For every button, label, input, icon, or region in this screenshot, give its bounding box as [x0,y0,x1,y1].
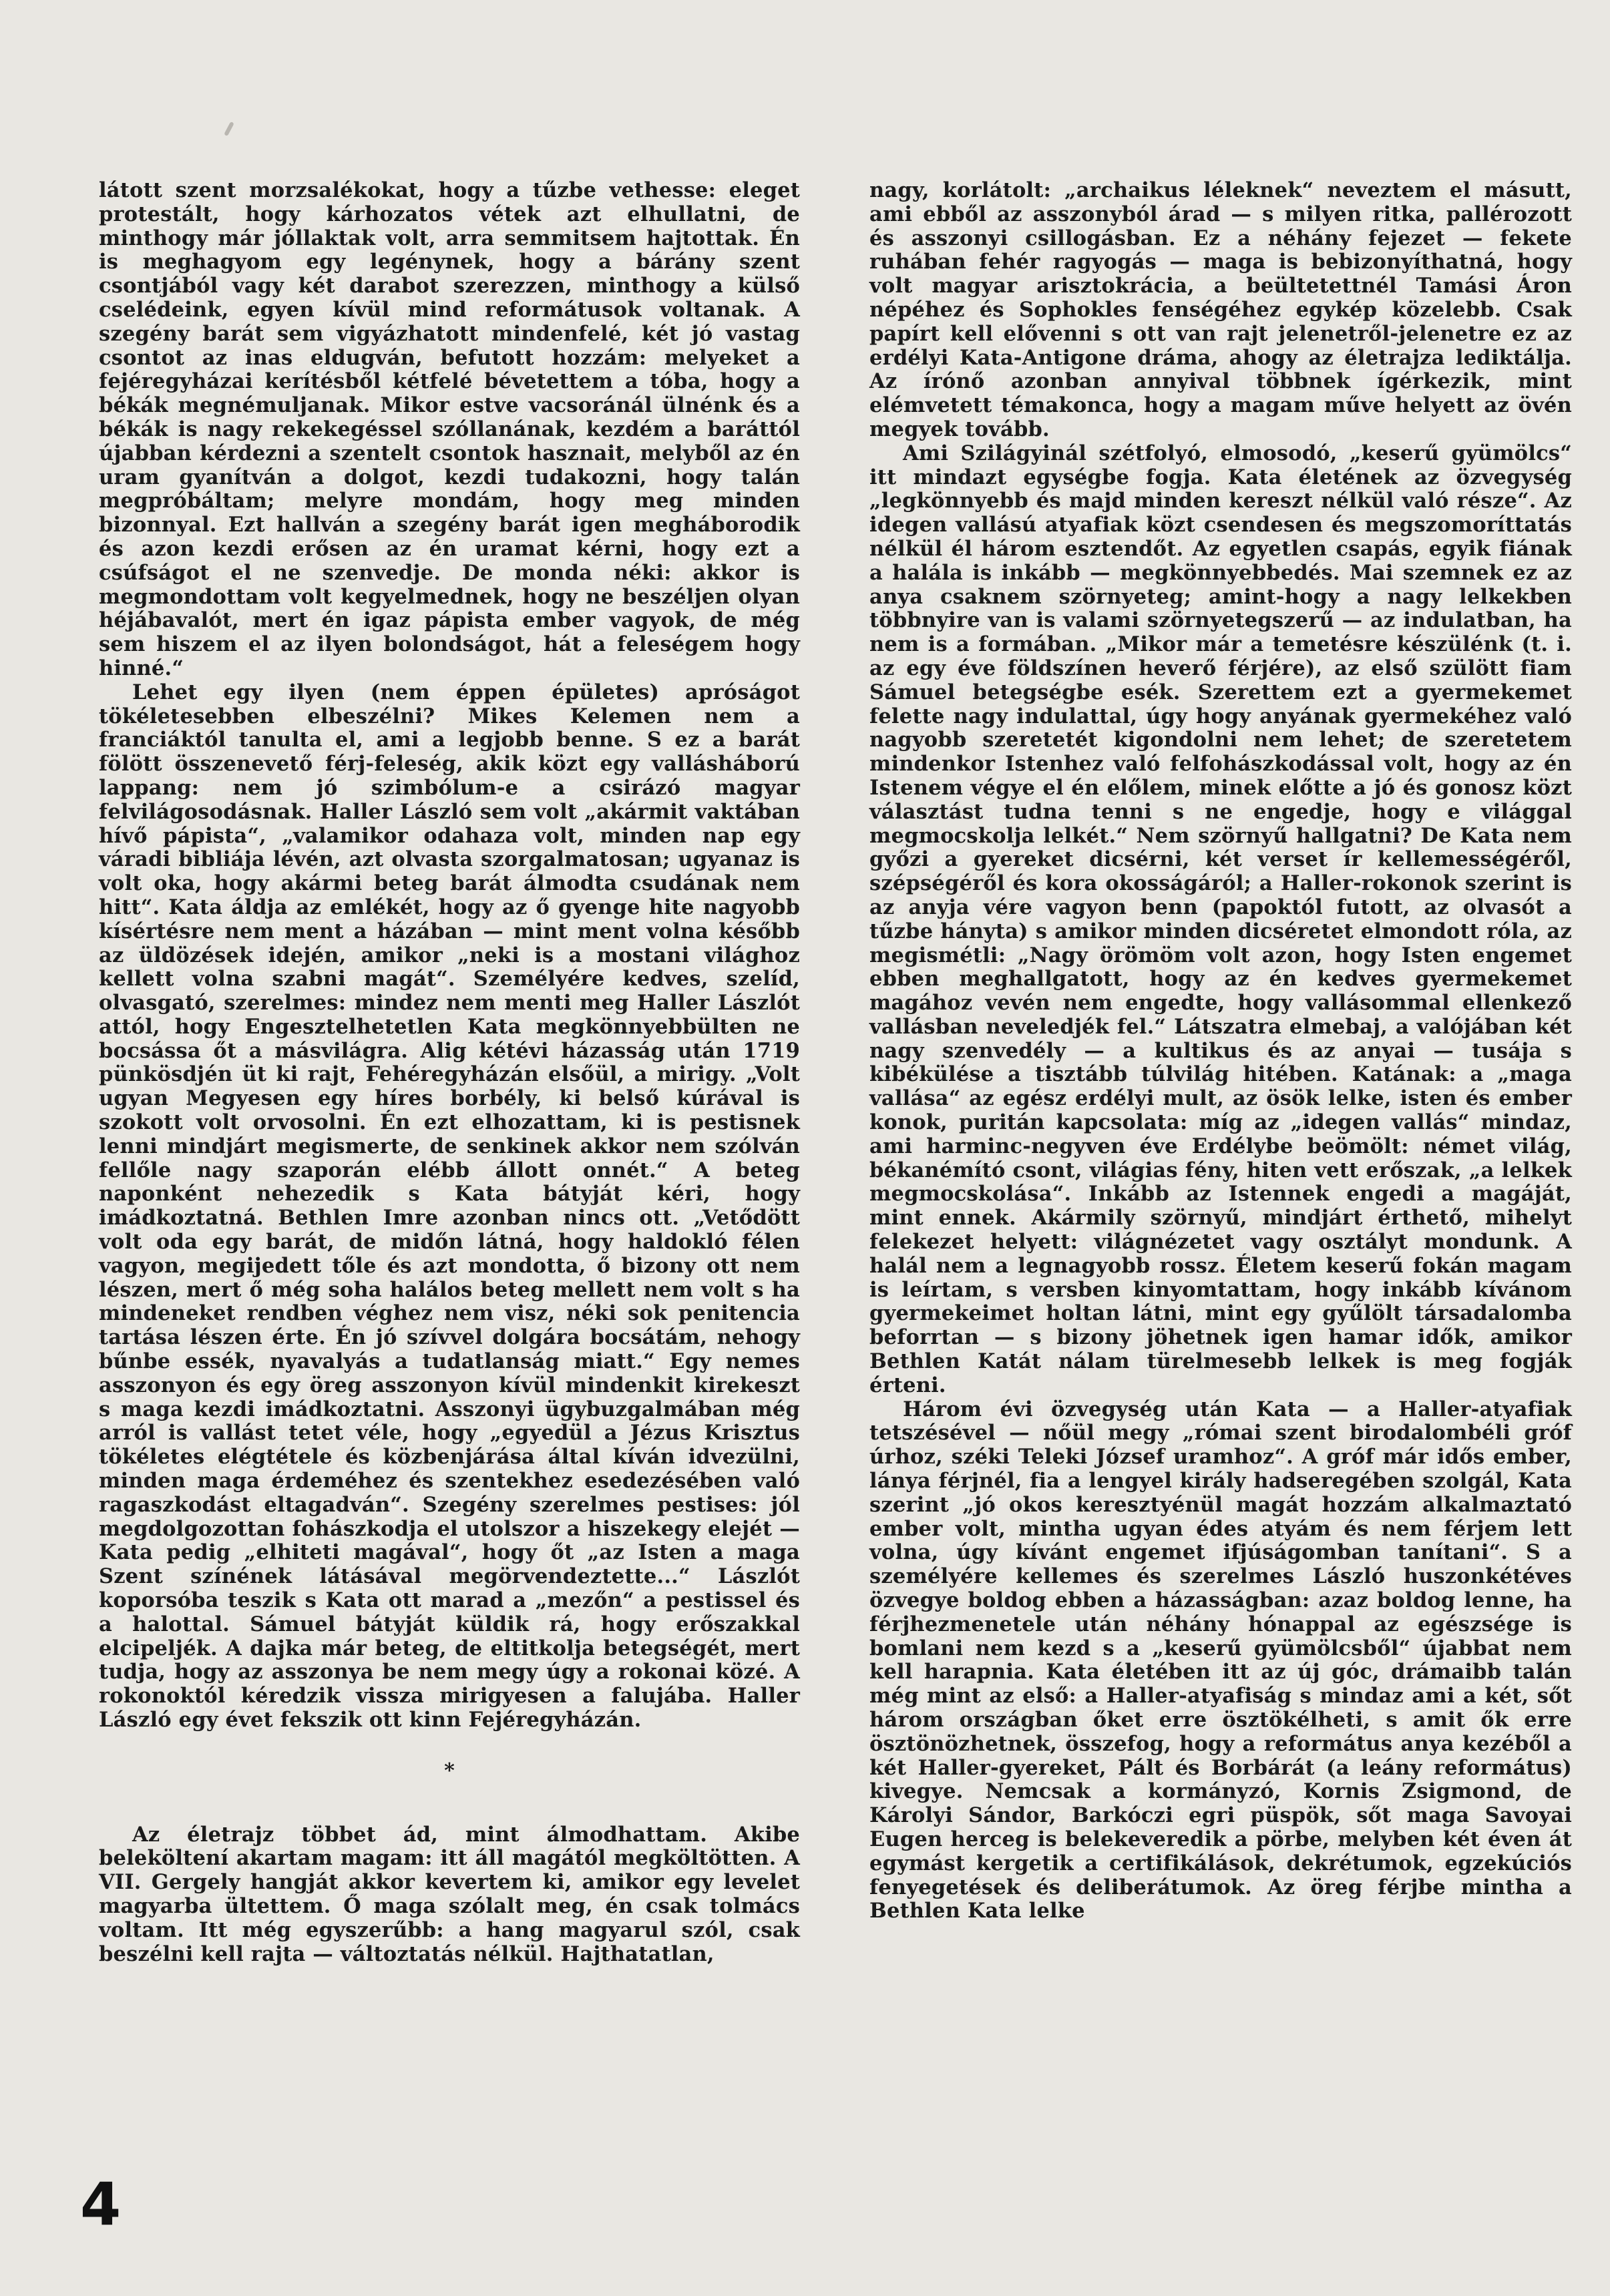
right-paragraph-3: Három évi özvegység után Kata — a Haller-atyafiak tetszésével — nőül megy „római szent birodalombéli gróf úrhoz, széki Teleki József uramhoz“. A gróf már idős ember, lánya férjnél, fia a lengyel király hadseregében szolgál, Kata szerint „jó okos keresztyénül magát hozzám alkalmaztató ember volt, mintha ugyan édes atyám és nem férjem lett volna, úgy kívánt engemet ifjúságomban tanítani“. S a személyére kellemes és szerelmes László huszonkétéves özvegye boldog ebben a házasságban: azaz boldog lenne, ha férjhezmenetele után néhány hónappal az egészsége is bomlani nem kezd s a „keserű gyümölcsből“ újabbat nem kell harapnia. Kata életében itt az új góc, drámaibb talán még mint az első: a Haller-atyafiság s mindaz ami a két, sőt három országban őket erre ösztökélheti, s amit ők erre ösztönözhetnek, összefog, hogy a református anya kezéből a két Haller-gyereket, Pált és Borbárát (a leány református) kivegye. Nemcsak a kormányzó, Kornis Zsigmond, de Károlyi Sándor, Barkóczi egri püspök, sőt maga Savoyai Eugen herceg is belekeveredik a pörbe, melyben két éven át egymást kergetik a certifikálások, dekrétumok, egzekúciós fenyegetések és deliberátumok. Az öreg férjbe mintha a Bethlen Kata lelke [869,1397,1572,1923]
right-paragraph-2: Ami Szilágyinál szétfolyó, elmosodó, „keserű gyümölcs“ itt mindazt egységbe fogja. Kata életének az özvegység „legkönnyebb és majd minden kereszt nélkül való része“. Az idegen vallású atyafiak közt csendesen és megszomoríttatás nélkül él három esztendőt. Az egyetlen csapás, egyik fiának a halála is inkább — megkönnyebbedés. Mai szemnek ez az anya csaknem szörnyeteg; amint-hogy a nagy lelkekben többnyire van is valami szörnyetegszerű — az indulatban, ha nem is a formában. „Mikor már a temetésre készülénk (t. i. az egy éve földszínen heverő férjére), az első szülött fiam Sámuel betegségbe esék. Szerettem ezt a gyermekemet felette nagy indulattal, úgy hogy anyának gyermekéhez való nagyobb szeretetét kigondolni nem lehet; de szeretetem mindenkor Istenhez való felfohászkodással volt, hogy az én Istenem végye el én előlem, minek előtte a jó és gonosz közt választást tudna tenni s ne engedje, hogy e világgal megmocskolja lelkét.“ Nem szörnyű hallgatni? De Kata nem győzi a gyereket dicsérni, két verset ír kellemességéről, szépségéről és kora okosságáról; a Haller-rokonok szerint is az anyja vére vagyon benn (papoktól futott, az olvasót a tűzbe hányta) s amikor minden dicséretet elmondott róla, az megismétli: „Nagy örömöm volt azon, hogy Isten engemet ebben meghallgatott, hogy az én kedves gyermekemet magához vevén nem engedte, hogy vallásommal ellenkező vallásban neveledjék fel.“ Látszatra elmebaj, a valójában két nagy szenvedély — a kultikus és az anyai — tusája s kibékülése a tisztább túlvilág hitében. Katának: a „maga vallása“ az egész erdélyi mult, az ösök lelke, isten és ember konok, puritán kapcsolata: míg az „idegen vallás“ mindaz, ami harminc-negyven éve Erdélybe beömölt: német világ, békanémító csont, világias fény, hiten vett erőszak, „a lelkek megmocskolása“. Inkább az Istennek engedi a magáját, mint ennek. Akármily szörnyű, mindjárt érthető, mihelyt felekezet helyett: világnézetet vagy osztályt mondunk. A halál nem a legnagyobb rossz. Életem keserű fokán magam is leírtam, s versben kinyomtattam, hogy inkább kívánom gyermekeimet holtan látni, mint egy gyűlölt társadalomba beforrtan — s bizony jöhetnek igen hamar idők, amikor Bethlen Katát nálam türelmesebb lelkek is meg fogják érteni. [869,441,1572,1397]
left-column [99,179,800,1966]
paper-speck [224,122,234,136]
section-separator: * [444,1759,455,1783]
right-paragraph-1: nagy, korlátolt: „archaikus léleknek“ neveztem el másutt, ami ebből az asszonyból árad — s milyen ritka, pallérozott és asszonyi csillogásban. Ez a néhány fejezet — fekete ruhában fehér ragyogás — maga is bebizonyíthatná, hogy volt magyar arisztokrácia, a beültetettnél Tamási Áron népéhez és Sophokles fenségéhez egykép közelebb. Csak papírt kell elővenni s ott van rajt jelenetről-jelenetre ez az erdélyi Kata-Antigone dráma, ahogy az életrajza lediktálja. Az írónő azonban annyival többnek ígérkezik, mint elémvetett témakonca, hogy a magam műve helyett az övén megyek tovább. [869,178,1572,441]
right-column [869,179,1572,1923]
left-paragraph-2: Lehet egy ilyen (nem éppen épületes) apróságot tökéletesebben elbeszélni? Mikes Kelemen nem a franciáktól tanulta el, ami a legjobb benne. S ez a barát fölött összenevető férj-feleség, akik közt egy vallásháború lappang: nem jó szimbólum-e a csirázó magyar felvilágosodásnak. Haller László sem volt „akármit vaktában hívő pápista“, „valamikor odahaza volt, minden nap egy váradi bibliája lévén, azt olvasta szorgalmatosan; ugyanaz is volt oka, hogy akármi beteg barát álmodta csudának nem hitt“. Kata áldja az emlékét, hogy az ő gyenge hite nagyobb kísértésre nem ment a házában — mint ment volna később az üldözések idején, amikor „neki is a mostani világhoz kellett volna szabni magát“. Személyére kedves, szelíd, olvasgató, szerelmes: mindez nem menti meg Haller Lászlót attól, hogy Engesztelhetetlen Kata megkönnyebbülten ne bocsássa őt a másvilágra. Alig kétévi házasság után 1719 pünkösdjén üt ki rajt, Fehéregyházán elsőül, a mirigy. „Volt ugyan Megyesen egy híres borbély, ki belső kúrával is szokott volt orvosolni. Én ezt elhozattam, ki is pestisnek lenni mindjárt megismerte, de senkinek akkor nem szólván fellőle nagy szaporán elébb állott onnét.“ A beteg naponként nehezedik s Kata bátyját kéri, hogy imádkoztatná. Bethlen Imre azonban nincs ott. „Vetődött volt oda egy barát, de midőn látná, hogy haldokló félen vagyon, megijedett tőle és azt mondotta, ő bizony ott nem lészen, mert ő még soha halálos beteg mellett nem volt s ha mindeneket rendben véghez nem visz, néki sok penitencia tartása lészen érte. Én jó szívvel dolgára bocsátám, nehogy bűnbe essék, nyavalyás a tudatlanság miatt.“ Egy nemes asszonyon és egy öreg asszonyon kívül mindenkit kirekeszt s maga kezdi imádkoztatni. Asszonyi ügybuzgalmában még arról is vallást tetet véle, hogy „egyedül a Jézus Krisztus tökéletes elégtétele és közbenjárása által kíván idvezülni, minden maga érdeméhez és szentekhez esedezésében való ragaszkodást eltagadván“. Szegény szerelmes pestises: jól megdolgozottan fohászkodja el utolszor a hiszekegy elejét — Kata pedig „elhiteti magával“, hogy őt „az Isten a maga Szent színének látásával megörvendeztette...“ Lászlót koporsóba teszik s Kata ott marad a „mezőn“ a pestissel és a halottal. Sámuel bátyját küldik rá, hogy erőszakkal elcipeljék. A dajka már beteg, de eltitkolja betegségét, mert tudja, hogy az asszonya be nem megy úgy a rokonai közé. A rokonoktól kéredzik vissza mirigyesen a falujába. Haller László egy évet fekszik ott kinn Fejéregyházán. [99,680,800,1732]
page-number: 4 [80,2170,122,2239]
left-paragraph-3: Az életrajz többet ád, mint álmodhattam. Akibe beleköltení akartam magam: itt áll magától megköltötten. A VII. Gergely hangját akkor kevertem ki, amikor egy levelet magyarba ültettem. Ő maga szólalt meg, én csak tolmács voltam. Itt még egyszerűbb: a hang magyarul szól, csak beszélni kell rajta — változtatás nélkül. Hajthatatlan, [99,1822,800,1966]
left-paragraph-1: látott szent morzsalékokat, hogy a tűzbe vethesse: eleget protestált, hogy kárhozatos vétek azt elhullatni, de minthogy már jóllaktak volt, arra semmitsem hajtottak. Én is meghagyom egy legénynek, hogy a bárány szent csontjából vagy két darabot szerezzen, minthogy a külső cselédeink, egyen kívül mind reformátusok voltanak. A szegény barát sem vigyázhatott mindenfelé, két jó vastag csontot az inas eldugván, befutott hozzám: melyeket a fejéregyházai kerítésből kétfelé bévetettem a tóba, hogy a békák megnémuljanak. Mikor estve vacsoránál ülnénk és a békák is nagy rekekegéssel szóllanának, kezdém a baráttól újabban kérdezni a szentelt csontok hasznait, melyből az én uram gyanítván a dolgot, kezdi tudakozni, hogy talán megpróbáltam; melyre mondám, hogy meg minden bizonnyal. Ezt hallván a szegény barát igen megháborodik és azon kezdi erősen az én uramat kérni, hogy ezt a csúfságot el ne szenvedje. De monda néki: akkor is megmondottam volt kegyelmednek, hogy ne beszéljen olyan héjábavalót, mert én igaz pápista ember vagyok, de még sem hiszem el az ilyen bolondságot, hát a feleségem hogy hinné.“ [99,178,800,680]
